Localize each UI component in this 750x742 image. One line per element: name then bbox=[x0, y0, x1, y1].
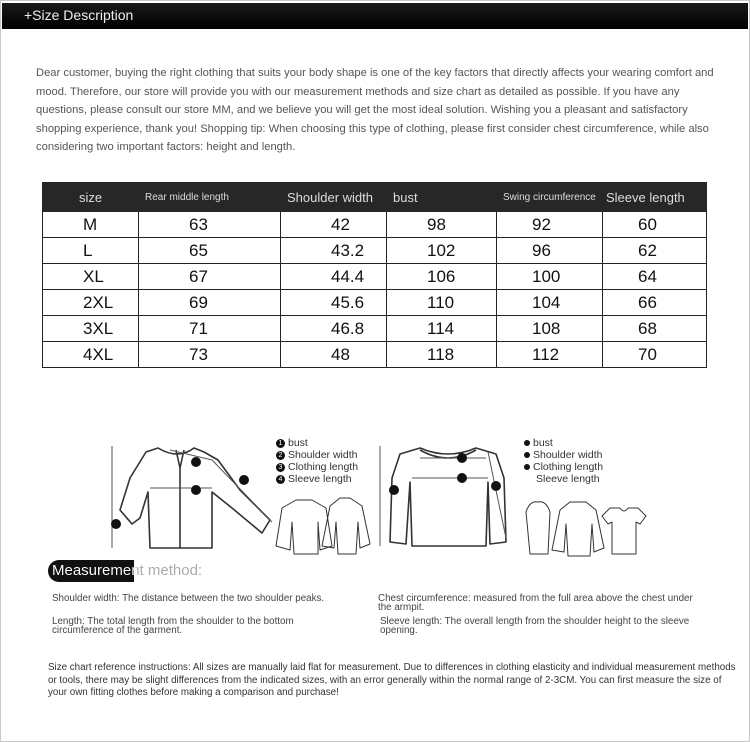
table-cell: 60 bbox=[603, 212, 707, 238]
table-cell: 110 bbox=[387, 290, 497, 316]
size-table-body bbox=[43, 212, 707, 368]
table-cell: 42 bbox=[281, 212, 387, 238]
table-row bbox=[43, 316, 707, 342]
table-row bbox=[43, 238, 707, 264]
bullet-icon bbox=[524, 440, 530, 446]
chest-circumference-text bbox=[378, 594, 693, 612]
header-bust: bust bbox=[387, 183, 497, 212]
table-cell: 104 bbox=[497, 290, 603, 316]
legend-left-clothing-length: Clothing length bbox=[288, 461, 359, 473]
sleeve-length-text bbox=[380, 617, 689, 635]
bullet-icon bbox=[524, 464, 530, 470]
header-shoulder-width: Shoulder width bbox=[281, 183, 387, 212]
table-row bbox=[43, 212, 707, 238]
table-row bbox=[43, 342, 707, 368]
table-cell: 48 bbox=[281, 342, 387, 368]
size-table-header bbox=[43, 183, 707, 212]
legend-left bbox=[276, 437, 358, 485]
intro-paragraph: Dear customer, buying the right clothing that suits your body shape is one of the key factors that directly affects your wearing comfort and mood. Therefore, our store will provide you with our measurement methods and size chart as detailed as possible. If you have any questions, please consult our store MM, and we believe you will get the most ideal solution. Wishing you a pleasant and satisfactory shopping experience, thank you! Shopping tip: When choosing this type of clothing, please first consider chest circumference, while also considering two important factors: height and length. bbox=[36, 67, 714, 154]
sleeve-line-2: opening. bbox=[380, 625, 418, 636]
garment-illustrations bbox=[0, 438, 750, 558]
shoulder-width-text: Shoulder width: The distance between the two shoulder peaks. bbox=[52, 593, 325, 604]
table-cell: 100 bbox=[497, 264, 603, 290]
table-cell: 44.4 bbox=[281, 264, 387, 290]
table-cell: 66 bbox=[603, 290, 707, 316]
cardigan-drawing bbox=[552, 502, 604, 556]
table-cell: 118 bbox=[387, 342, 497, 368]
table-cell: 67 bbox=[139, 264, 281, 290]
table-cell: 71 bbox=[139, 316, 281, 342]
table-cell: 98 bbox=[387, 212, 497, 238]
sweater-drawing bbox=[390, 448, 506, 546]
table-row bbox=[43, 264, 707, 290]
table-cell: 65 bbox=[139, 238, 281, 264]
length-text bbox=[52, 617, 294, 635]
header-sleeve-length: Sleeve length bbox=[603, 183, 707, 212]
legend-right-sleeve-length: Sleeve length bbox=[536, 473, 600, 485]
bullet-icon bbox=[524, 452, 530, 458]
header-swing-circumference: Swing circumference bbox=[497, 183, 603, 212]
size-table bbox=[42, 182, 707, 368]
table-cell: 46.8 bbox=[281, 316, 387, 342]
table-cell: 2XL bbox=[43, 290, 139, 316]
table-cell: M bbox=[43, 212, 139, 238]
table-row bbox=[43, 290, 707, 316]
table-cell: 45.6 bbox=[281, 290, 387, 316]
length-line-1: Length: The total length from the shoulder to the bottom bbox=[52, 616, 294, 627]
table-cell: 108 bbox=[497, 316, 603, 342]
legend-left-bust: bust bbox=[288, 437, 308, 449]
table-cell: 73 bbox=[139, 342, 281, 368]
chest-line-1: Chest circumference: measured from the full area above the chest under bbox=[378, 593, 693, 604]
table-cell: 102 bbox=[387, 238, 497, 264]
table-cell: 43.2 bbox=[281, 238, 387, 264]
number-1-icon: 1 bbox=[276, 439, 285, 448]
legend-right-bust: bust bbox=[533, 437, 553, 449]
size-chart-note: Size chart reference instructions: All sizes are manually laid flat for measurement. Due to differences in clothing elasticity and individual measurement methods or tools, there may be slight differences from the indicated sizes, with an error generally within the normal range of 2-3CM. You can first measure the size of your own fitting clothes before making a comparison and purchase! bbox=[48, 662, 736, 699]
header-title: +Size Description bbox=[24, 7, 134, 23]
legend-left-shoulder-width: Shoulder width bbox=[288, 449, 358, 461]
legend-right-shoulder-width: Shoulder width bbox=[533, 449, 603, 461]
table-cell: 69 bbox=[139, 290, 281, 316]
legend-left-sleeve-length: Sleeve length bbox=[288, 473, 352, 485]
sleeve-line-1: Sleeve length: The overall length from the shoulder height to the sleeve bbox=[380, 616, 690, 627]
table-cell: 62 bbox=[603, 238, 707, 264]
table-cell: XL bbox=[43, 264, 139, 290]
legend-right-clothing-length: Clothing length bbox=[533, 461, 604, 473]
table-cell: 68 bbox=[603, 316, 707, 342]
table-cell: 92 bbox=[497, 212, 603, 238]
number-4-icon: 4 bbox=[276, 475, 285, 484]
table-cell: 4XL bbox=[43, 342, 139, 368]
header-rear-middle-length: Rear middle length bbox=[139, 183, 281, 212]
number-3-icon: 3 bbox=[276, 463, 285, 472]
table-cell: L bbox=[43, 238, 139, 264]
header-size: size bbox=[43, 183, 139, 212]
table-cell: 106 bbox=[387, 264, 497, 290]
chest-line-2: the armpit. bbox=[378, 602, 425, 613]
table-cell: 63 bbox=[139, 212, 281, 238]
number-2-icon: 2 bbox=[276, 451, 285, 460]
hoodie-drawing bbox=[526, 502, 550, 554]
table-cell: 114 bbox=[387, 316, 497, 342]
table-cell: 96 bbox=[497, 238, 603, 264]
tshirt-drawing bbox=[602, 508, 646, 554]
table-cell: 64 bbox=[603, 264, 707, 290]
length-line-2: circumference of the garment. bbox=[52, 625, 183, 636]
table-cell: 3XL bbox=[43, 316, 139, 342]
table-cell: 70 bbox=[603, 342, 707, 368]
table-cell: 112 bbox=[497, 342, 603, 368]
header-bar bbox=[2, 3, 748, 29]
legend-right bbox=[524, 437, 603, 485]
measurement-method-label: Measurement method: bbox=[52, 562, 203, 579]
